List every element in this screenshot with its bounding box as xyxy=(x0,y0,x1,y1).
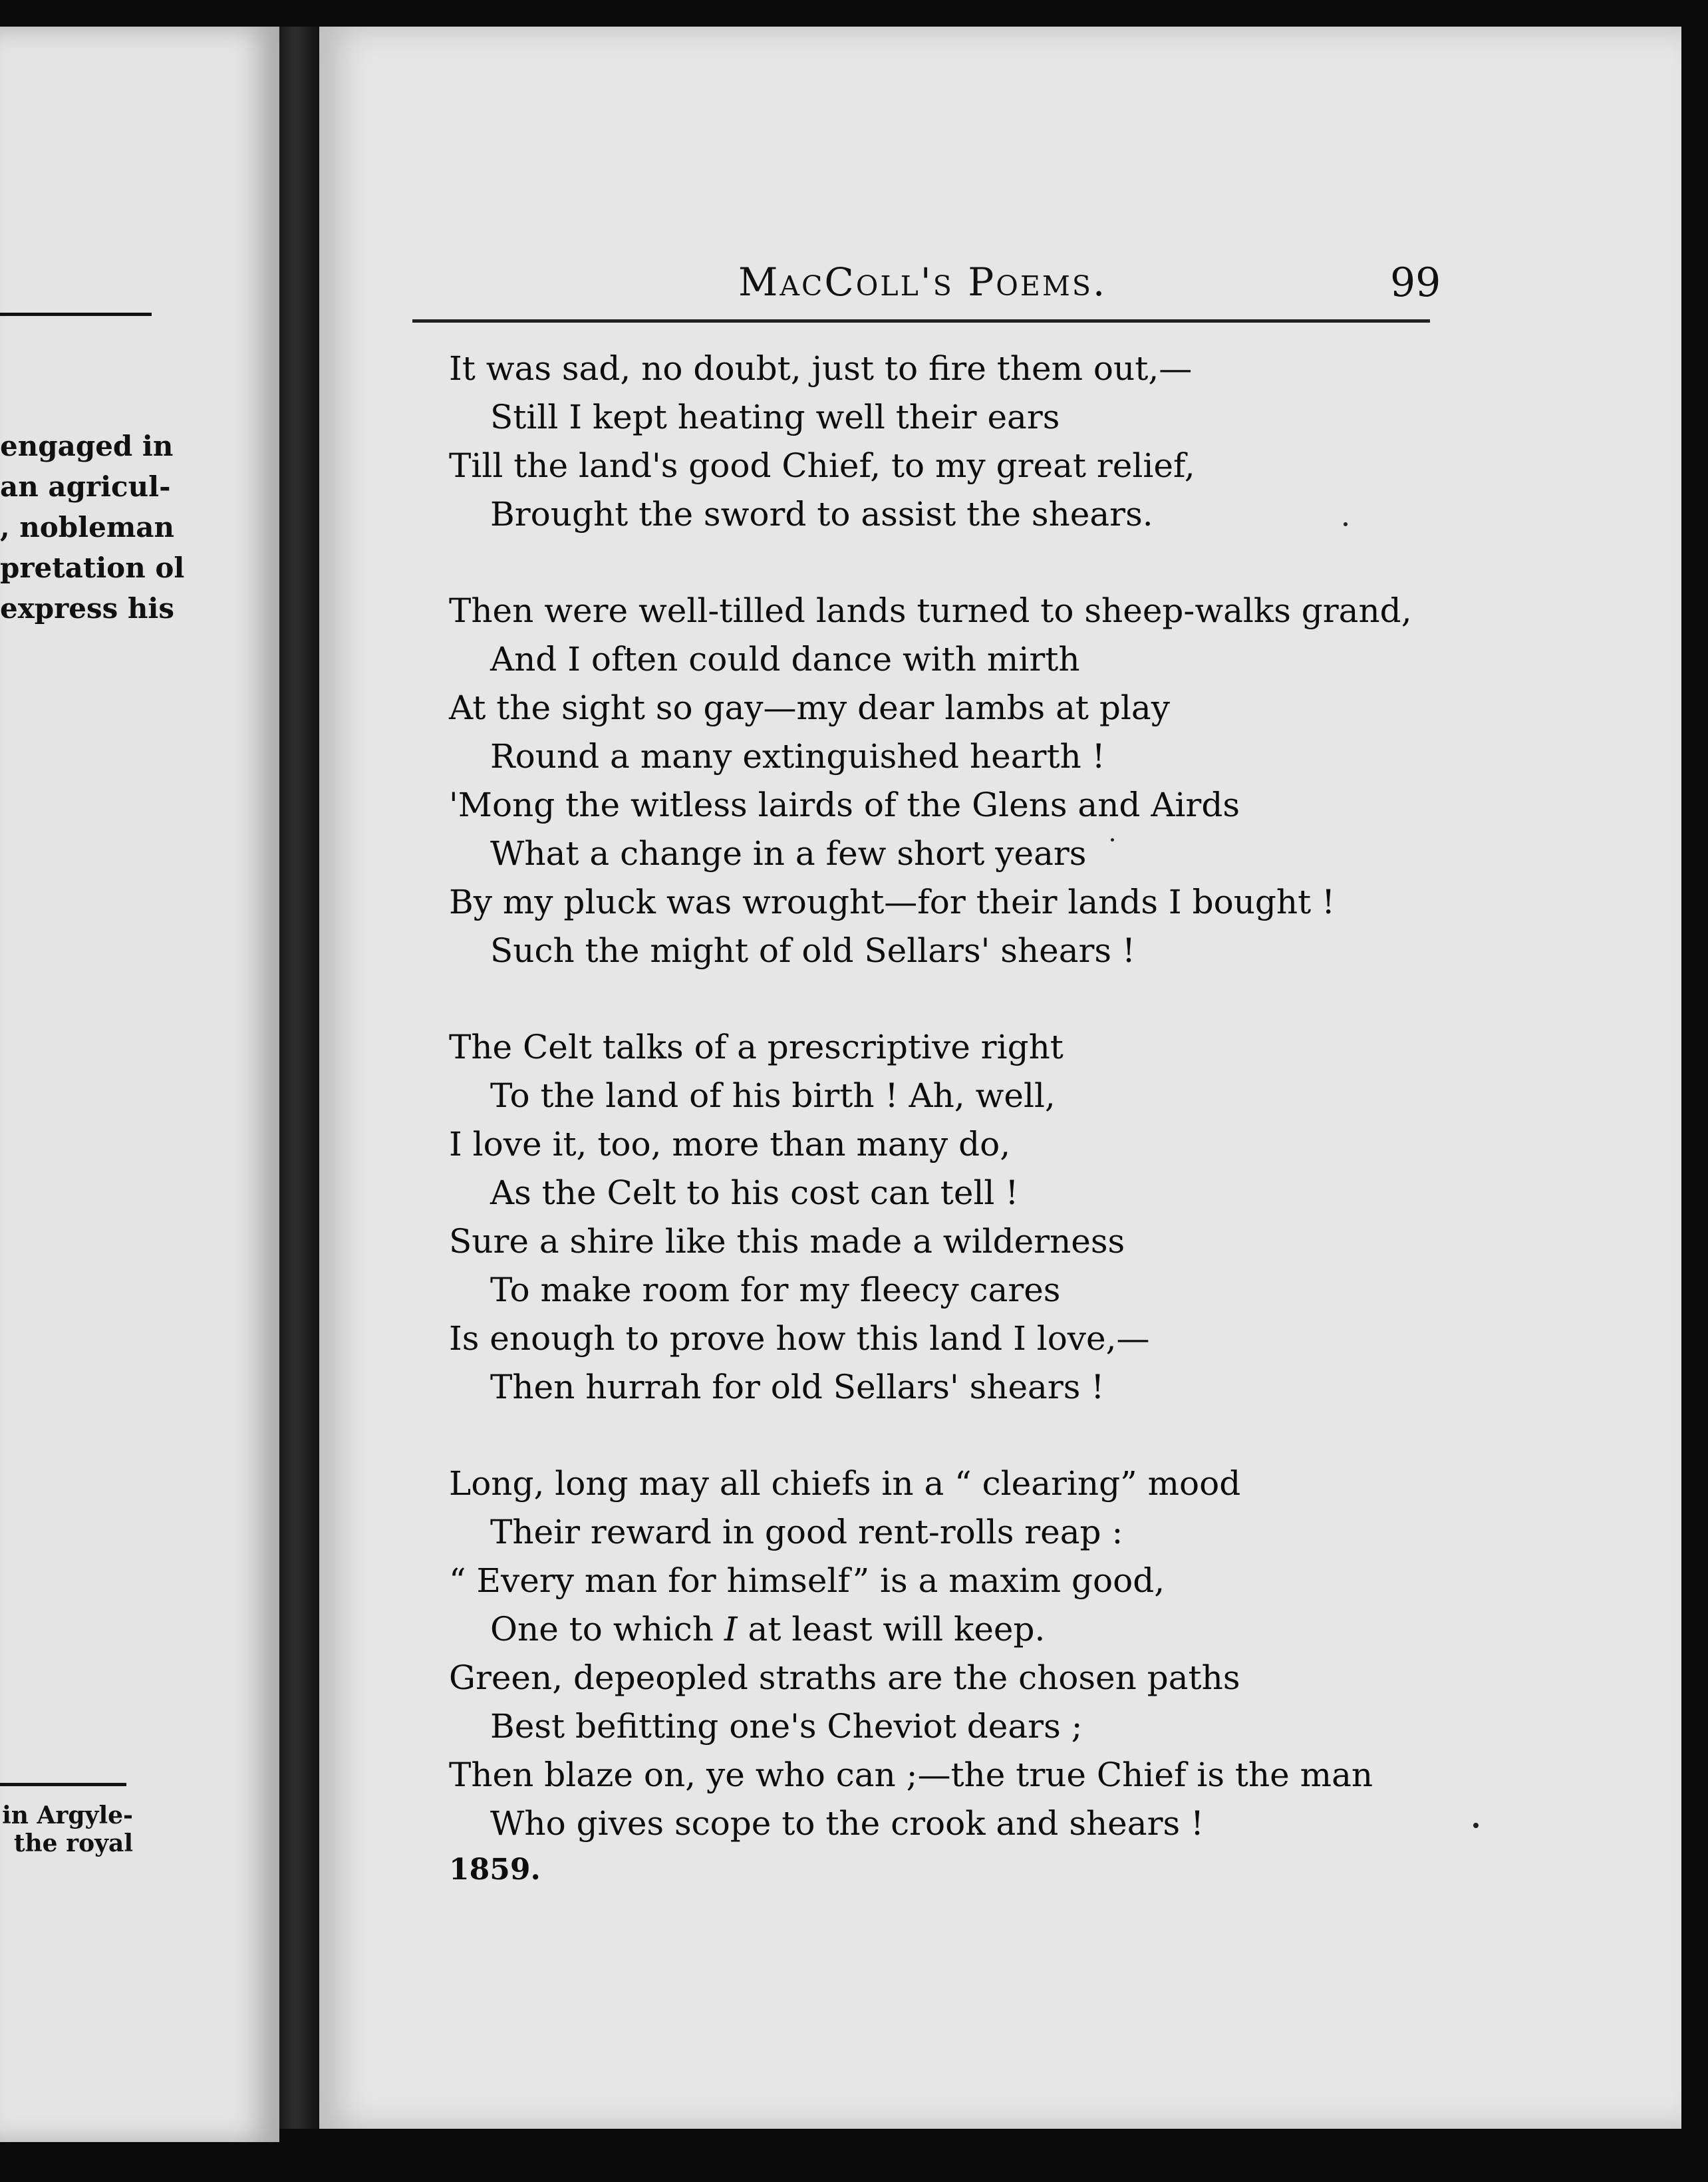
verse-line: Still I kept heating well their ears xyxy=(490,398,1060,436)
left-footnote-rule xyxy=(0,1783,126,1786)
left-footnote-line: in Argyle- xyxy=(2,1801,133,1829)
left-page-text xyxy=(0,426,185,629)
left-text-line: , nobleman xyxy=(0,511,175,544)
verse-line: Sure a shire like this made a wilderness xyxy=(449,1222,1125,1261)
header-rule xyxy=(412,319,1430,323)
verse-line: I love it, too, more than many do, xyxy=(449,1125,1011,1164)
scan-speck xyxy=(1111,838,1114,842)
verse-line: 'Mong the witless lairds of the Glens and Airds xyxy=(449,786,1240,824)
verse-line: What a change in a few short years xyxy=(490,834,1087,873)
right-page xyxy=(319,27,1681,2129)
verse-line: By my pluck was wrought—for their lands I bought ! xyxy=(449,883,1336,921)
verse-line: At the sight so gay—my dear lambs at play xyxy=(449,689,1170,727)
book-gutter xyxy=(279,27,319,2129)
verse-line: Is enough to prove how this land I love,— xyxy=(449,1319,1150,1358)
verse-line: Best befitting one's Cheviot dears ; xyxy=(490,1707,1083,1746)
verse-line: Till the land's good Chief, to my great relief, xyxy=(449,446,1195,485)
verse-line: Their reward in good rent-rolls reap : xyxy=(490,1513,1123,1551)
verse-line: Green, depeopled straths are the chosen paths xyxy=(449,1658,1240,1697)
verse-line: Who gives scope to the crook and shears ! xyxy=(490,1804,1205,1843)
left-text-line: express his xyxy=(0,592,175,625)
running-head xyxy=(319,259,1681,313)
poem-body xyxy=(449,345,1580,1894)
left-text-line: engaged in xyxy=(0,430,174,462)
verse-line: And I often could dance with mirth xyxy=(490,640,1080,679)
stanza-1 xyxy=(449,345,1580,539)
verse-line: “ Every man for himself” is a maxim good, xyxy=(449,1561,1165,1600)
left-page-rule xyxy=(0,313,152,316)
left-footnote-line: the royal xyxy=(13,1829,133,1857)
left-text-line: pretation ol xyxy=(0,551,185,584)
scan-speck xyxy=(1473,1823,1479,1828)
verse-line: To make room for my fleecy cares xyxy=(490,1271,1061,1309)
poem-date: 1859. xyxy=(449,1853,541,1887)
stanza-2 xyxy=(449,587,1580,975)
verse-line: The Celt talks of a prescriptive right xyxy=(449,1028,1064,1066)
verse-line: Round a many extinguished hearth ! xyxy=(490,737,1105,776)
left-footnote xyxy=(0,1801,133,1857)
running-title: MacColl's Poems. xyxy=(738,259,1107,305)
stanza-3 xyxy=(449,1023,1580,1412)
scan-speck xyxy=(1344,522,1348,526)
verse-line: Brought the sword to assist the shears. xyxy=(490,495,1153,534)
verse-line: To the land of his birth ! Ah, well, xyxy=(490,1076,1056,1115)
verse-line: It was sad, no doubt, just to fire them out,— xyxy=(449,349,1193,388)
left-page-fragment xyxy=(0,27,279,2142)
page-number: 99 xyxy=(1390,259,1441,306)
stanza-4 xyxy=(449,1460,1580,1848)
left-text-line: an agricul- xyxy=(0,470,171,503)
verse-line: Such the might of old Sellars' shears ! xyxy=(490,931,1136,970)
verse-line: As the Celt to his cost can tell ! xyxy=(490,1173,1019,1212)
verse-line: Then blaze on, ye who can ;—the true Chief is the man xyxy=(449,1756,1373,1794)
verse-line: Then were well-tilled lands turned to sheep-walks grand, xyxy=(449,591,1412,630)
verse-line: One to which I at least will keep. xyxy=(490,1610,1046,1648)
verse-line: Long, long may all chiefs in a “ clearing” mood xyxy=(449,1464,1241,1503)
verse-line: Then hurrah for old Sellars' shears ! xyxy=(490,1368,1105,1406)
